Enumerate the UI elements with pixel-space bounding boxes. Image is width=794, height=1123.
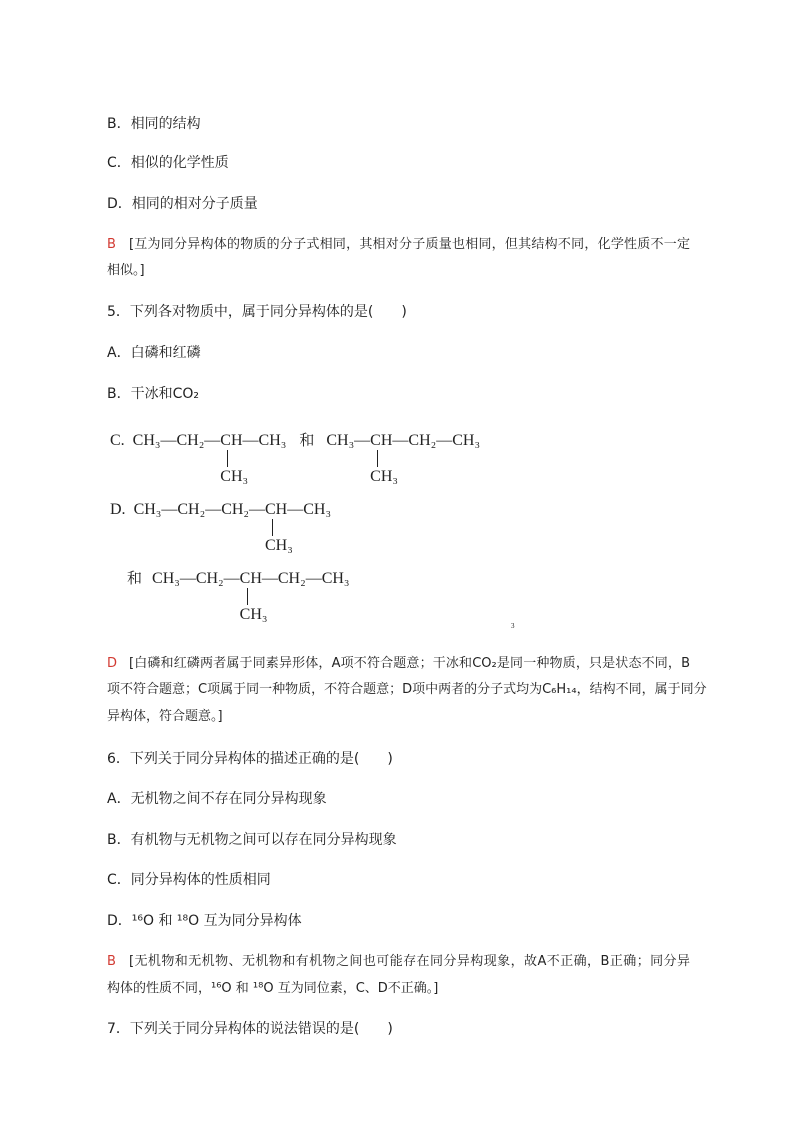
branch-point <box>265 500 293 554</box>
q5-answer-line-2 <box>107 681 707 699</box>
atom-ch: CH <box>220 432 243 449</box>
q5-option-d-first <box>110 500 332 554</box>
atom-ch: CH <box>239 570 262 587</box>
branch-point <box>370 431 398 485</box>
single-bond: — <box>261 570 278 587</box>
q5-answer-line-1 <box>107 655 690 673</box>
branch-atom-ch3: CH₃ <box>220 468 249 485</box>
methyl-branch <box>239 589 268 623</box>
single-bond: — <box>436 432 453 449</box>
q6-stem: 6．下列关于同分异构体的描述正确的是( ) <box>107 751 393 767</box>
q5-answer-line-3: 异构体，符合题意。] <box>107 709 223 724</box>
q6-option-a: A．无机物之间不存在同分异构现象 <box>107 791 327 807</box>
atom-ch2: CH₂ <box>195 570 224 587</box>
vertical-bond <box>272 519 273 536</box>
q4-option-c: C．相似的化学性质 <box>107 155 229 171</box>
atom-ch2: CH₂ <box>221 501 249 518</box>
single-bond: — <box>204 432 221 449</box>
joiner-and: 和 <box>127 569 143 587</box>
vertical-bond <box>377 450 378 467</box>
vertical-bond <box>227 450 228 467</box>
single-bond: — <box>242 432 259 449</box>
branch-point <box>220 431 249 485</box>
q5-option-d-label: D. <box>110 501 126 518</box>
single-bond: — <box>223 570 240 587</box>
q5-answer-letter: D <box>107 656 118 671</box>
q6-option-d: D．¹⁶O 和 ¹⁸O 互为同分异构体 <box>107 913 302 929</box>
single-bond: — <box>354 432 371 449</box>
joiner-and: 和 <box>299 431 315 449</box>
atom-ch2: CH₂ <box>176 432 205 449</box>
q5-answer-explanation-cont: 项不符合题意；C项属于同一种物质，不符合题意；D项中两者的分子式均为C₆H₁₄，结构不同，属于同分 <box>107 682 707 697</box>
atom-ch: CH <box>370 432 393 449</box>
single-bond: — <box>287 501 304 518</box>
atom-ch2: CH₂ <box>408 432 437 449</box>
q5-option-a: A．白磷和红磷 <box>107 345 201 361</box>
stray-mark: 3 <box>511 622 515 630</box>
q4-answer-explanation: [互为同分异构体的物质的分子式相同，其相对分子质量也相同，但其结构不同，化学性质不一定 <box>129 237 690 252</box>
atom-ch3: CH₃ <box>133 501 162 518</box>
q4-option-b: B．相同的结构 <box>107 116 201 132</box>
q6-option-b: B．有机物与无机物之间可以存在同分异构现象 <box>107 832 397 848</box>
atom-ch2: CH₂ <box>277 570 306 587</box>
methyl-branch <box>370 451 398 485</box>
branch-atom-ch3: CH₃ <box>239 606 268 623</box>
branch-atom-ch3: CH₃ <box>265 537 293 554</box>
atom-ch3: CH₃ <box>132 432 161 449</box>
single-bond: — <box>179 570 196 587</box>
q6-answer-explanation: [无机物和无机物、无机物和有机物之间也可能存在同分异构现象，故A不正确，B正确；同分异 <box>129 954 690 969</box>
q5-option-c-label: C. <box>110 432 125 449</box>
atom-ch3: CH₃ <box>258 432 287 449</box>
q6-answer-line-1 <box>107 953 690 971</box>
q5-option-c <box>110 430 481 485</box>
single-bond: — <box>205 501 222 518</box>
q6-option-c: C．同分异构体的性质相同 <box>107 872 271 888</box>
single-bond: — <box>392 432 409 449</box>
branch-point <box>239 569 268 623</box>
methyl-branch <box>220 451 249 485</box>
atom-ch2: CH₂ <box>177 501 206 518</box>
q5-stem: 5．下列各对物质中，属于同分异构体的是( ) <box>107 304 407 320</box>
vertical-bond <box>247 588 248 605</box>
atom-ch3: CH₃ <box>152 570 180 587</box>
q4-answer-line-2: 相似。] <box>107 263 145 278</box>
atom-ch3: CH₃ <box>321 570 350 587</box>
methyl-branch <box>265 520 293 554</box>
single-bond: — <box>305 570 322 587</box>
q7-stem: 7．下列关于同分异构体的说法错误的是( ) <box>107 1021 393 1037</box>
atom-ch3: CH₃ <box>452 432 481 449</box>
atom-ch3: CH₃ <box>303 501 332 518</box>
q5-option-d-second <box>127 568 350 623</box>
q4-answer-letter: B <box>107 237 116 252</box>
atom-ch: CH <box>265 501 288 518</box>
q4-option-d: D．相同的相对分子质量 <box>107 196 258 212</box>
q4-answer-line-1 <box>107 236 690 254</box>
q6-answer-line-2: 构体的性质不同，¹⁶O 和 ¹⁸O 互为同位素，C、D不正确。] <box>107 981 439 996</box>
single-bond: — <box>161 501 178 518</box>
single-bond: — <box>160 432 177 449</box>
q6-answer-letter: B <box>107 954 116 969</box>
q5-option-b: B．干冰和CO₂ <box>107 386 200 402</box>
q5-answer-explanation: [白磷和红磷两者属于同素异形体，A项不符合题意；干冰和CO₂是同一种物质，只是状态不同，B <box>129 656 690 671</box>
branch-atom-ch3: CH₃ <box>370 468 398 485</box>
atom-ch3: CH₃ <box>326 432 355 449</box>
single-bond: — <box>249 501 265 518</box>
